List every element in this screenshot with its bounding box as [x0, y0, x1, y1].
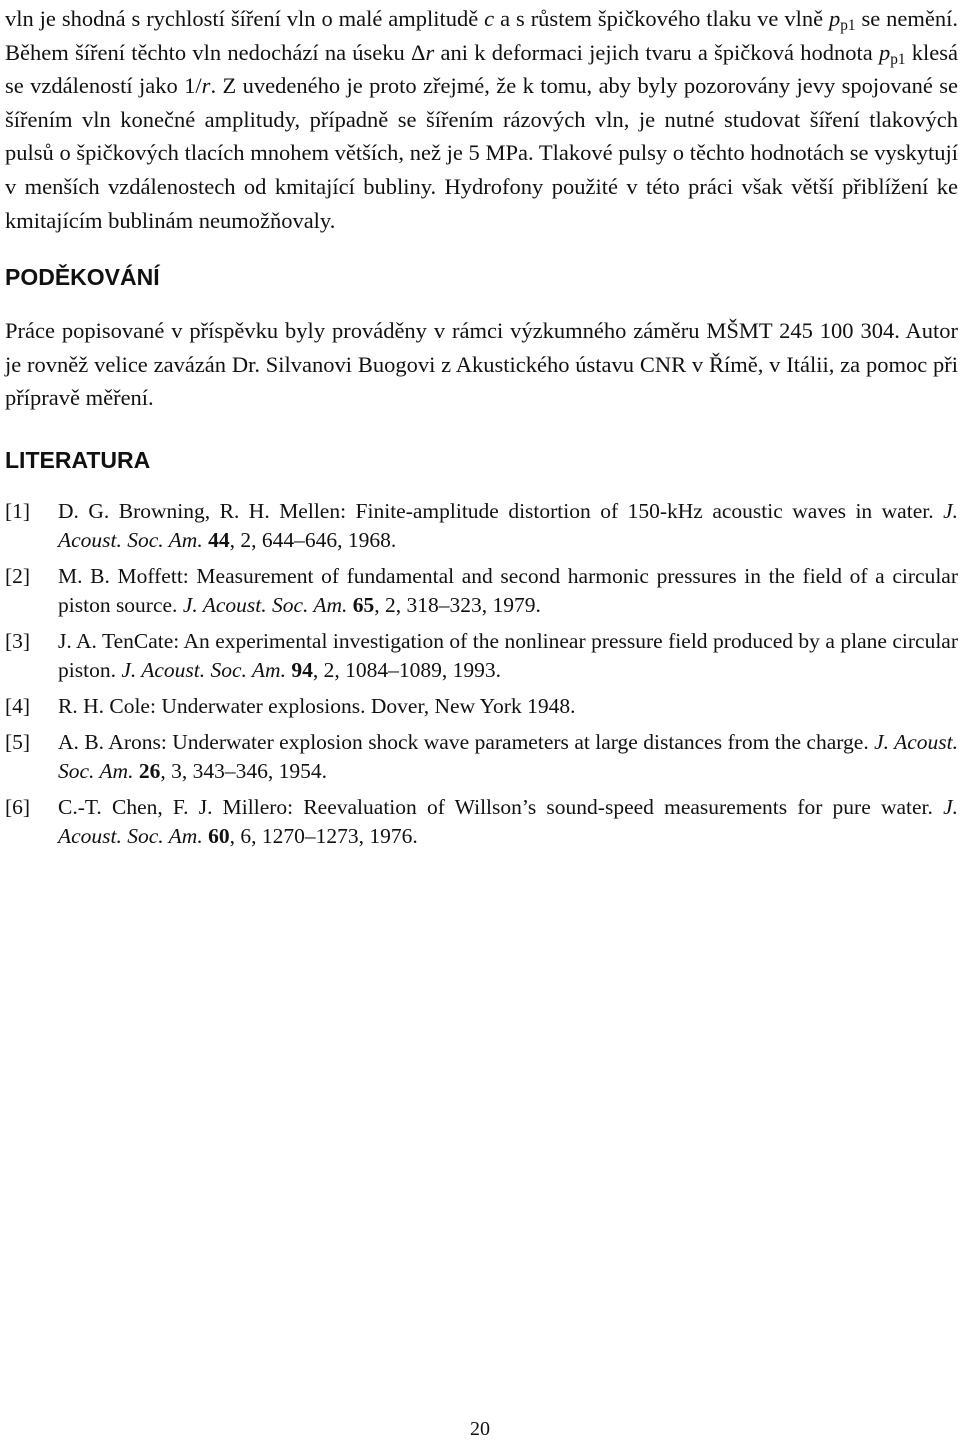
section-heading-acknowledgements: PODĚKOVÁNÍ [5, 264, 160, 291]
journal-name: J. Acoust. Soc. Am. [58, 729, 958, 783]
text-run: . Z uvedeného je proto zřejmé, že k tomu, aby byly pozorovány jevy spojované se šířením vln konečné amplitudy, případně se šířením rázových vln, je nutné studovat šíření tlakových pulsů o špičkových tlacích mnohem větších, než je 5 MPa. Tlakové pulsy o těchto hodnotách se vyskytují v menších vzdálenostech od kmitající bubliny. Hydrofony použité v této práci však větší přiblížení ke kmitajícím bublinám neumožňovaly. [5, 73, 959, 233]
reference-item [5, 692, 958, 721]
volume-number: 65 [352, 592, 375, 617]
journal-name: J. Acoust. Soc. Am. [182, 592, 348, 617]
reference-text [58, 562, 958, 620]
reference-details: , 2, 318–323, 1979. [374, 592, 541, 617]
text-run: a s růstem špičkového tlaku ve vlně [494, 6, 829, 31]
subscript-p1: p1 [890, 50, 906, 68]
text-run: vln je shodná s rychlostí šíření vln o malé amplitudě [5, 6, 485, 31]
reference-list [5, 497, 958, 851]
document-page [5, 0, 958, 858]
reference-citation: C.-T. Chen, F. J. Millero: Reevaluation of Willson’s sound-speed measurements for pure water. [58, 794, 944, 819]
volume-number: 94 [291, 657, 313, 682]
journal-name: J. Acoust. Soc. Am. [58, 498, 958, 552]
symbol-delta: Δ [411, 39, 426, 65]
reference-citation: A. B. Arons: Underwater explosion shock wave parameters at large distances from the charge. [58, 729, 875, 754]
text-run: klesá se vzdáleností jako 1/ [5, 39, 958, 99]
reference-details: , 6, 1270–1273, 1976. [229, 823, 418, 848]
reference-citation: M. B. Moffett: Measurement of fundamental and second harmonic pressures in the field of a circular piston source. [58, 563, 958, 617]
reference-item [5, 562, 958, 620]
body-paragraph [5, 2, 958, 237]
reference-text [58, 793, 958, 851]
reference-text [58, 728, 958, 786]
reference-text [58, 497, 958, 555]
symbol-p: p [829, 6, 841, 31]
reference-number: [4] [5, 693, 31, 718]
text-run: se nemění. Během šíření těchto vln nedochází na úseku [5, 6, 958, 65]
symbol-c: c [484, 6, 495, 31]
volume-number: 26 [138, 758, 161, 783]
reference-details: , 2, 1084–1089, 1993. [312, 657, 501, 682]
acknowledgements-paragraph: Práce popisované v příspěvku byly prováděny v rámci výzkumného záměru MŠMT 245 100 304. Autor je rovněž velice zavázán Dr. Silvanovi Buogovi z Akustického ústavu CNR v Římě, v Itálii, za pomoc při přípravě měření. [5, 318, 958, 411]
section-heading-references: LITERATURA [5, 446, 151, 473]
volume-number: 44 [208, 527, 230, 552]
text-run: ani k deformaci jejich tvaru a špičková hodnota [434, 39, 879, 65]
reference-number: [6] [5, 794, 31, 819]
reference-citation: R. H. Cole: Underwater explosions. Dover, New York 1948. [58, 693, 576, 718]
reference-details: , 2, 644–646, 1968. [229, 527, 397, 552]
journal-name: J. Acoust. Soc. Am. [121, 657, 286, 682]
subscript-p1: p1 [840, 16, 856, 34]
reference-item [5, 728, 958, 786]
symbol-r: r [425, 39, 435, 65]
reference-text [58, 627, 958, 685]
reference-item [5, 793, 958, 851]
reference-number: [2] [5, 563, 31, 588]
reference-number: [3] [5, 628, 31, 653]
reference-citation: D. G. Browning, R. H. Mellen: Finite-amplitude distortion of 150-kHz acoustic waves in water. [58, 498, 944, 523]
symbol-r: r [201, 73, 211, 99]
volume-number: 60 [208, 823, 230, 848]
reference-details: , 3, 343–346, 1954. [160, 758, 327, 783]
reference-item [5, 497, 958, 555]
symbol-p: p [878, 39, 891, 65]
reference-number: [5] [5, 729, 31, 754]
reference-citation: J. A. TenCate: An experimental investigation of the nonlinear pressure field produced by a plane circular piston. [58, 628, 958, 682]
reference-item [5, 627, 958, 685]
journal-name: J. Acoust. Soc. Am. [58, 794, 958, 848]
page-number: 20 [470, 1418, 490, 1440]
reference-text [58, 692, 958, 721]
reference-number: [1] [5, 498, 31, 523]
